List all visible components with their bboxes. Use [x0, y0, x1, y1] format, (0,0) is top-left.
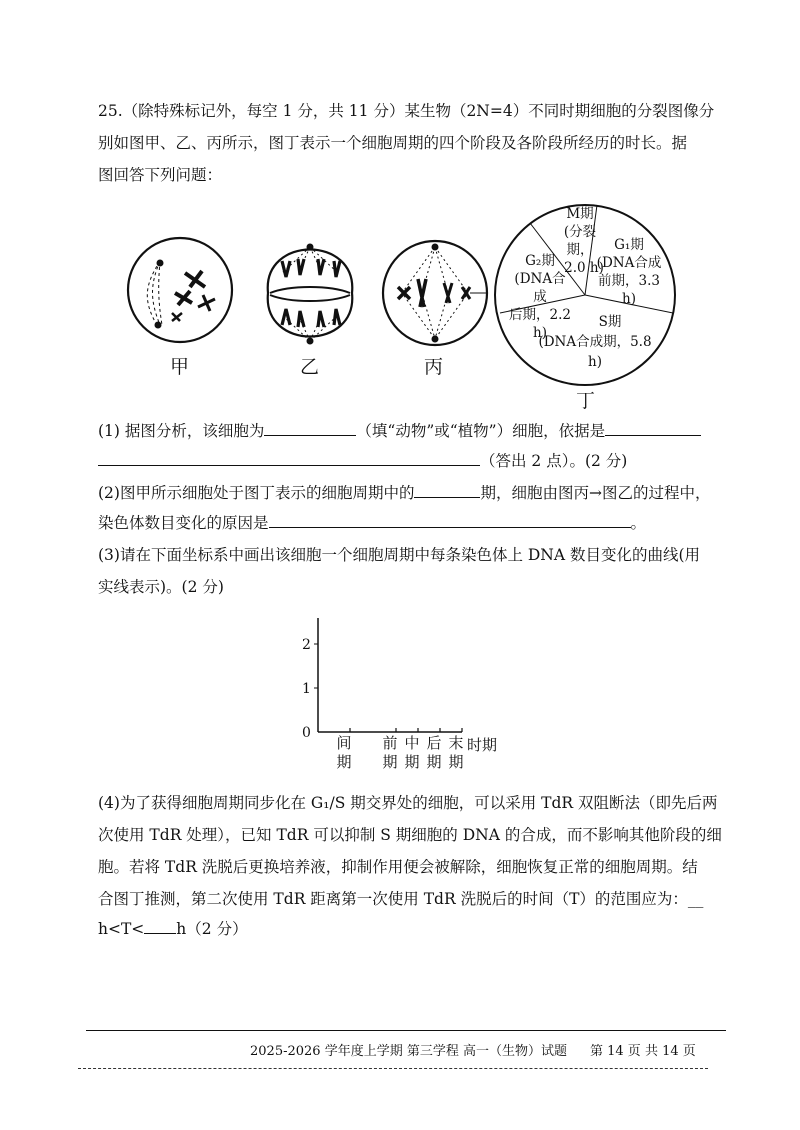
- chart-y-tick-label: 2: [302, 637, 311, 653]
- pie-label-m-detail: (分裂期，: [563, 224, 597, 258]
- q4-prompt-b: h（2 分）: [176, 920, 248, 938]
- q2-answer-blank-2[interactable]: [269, 509, 631, 528]
- figure-label-yi: 乙: [300, 356, 320, 378]
- q4-line-5: [98, 914, 248, 944]
- figure-label-bing: 丙: [424, 356, 444, 378]
- q1-prompt-a: (1) 据图分析，该细胞为: [98, 422, 265, 440]
- footer-title: 2025-2026 学年度上学期 第三学程 高一（生物）试题: [250, 1044, 567, 1059]
- chart-x-category-label: [380, 734, 400, 772]
- figure-jia-cell: [128, 238, 232, 342]
- q3-line-1: (3)请在下面坐标系中画出该细胞一个细胞周期中每条染色体上 DNA 数目变化的曲线(用: [98, 546, 701, 564]
- q1-answer-blank-2a[interactable]: [605, 417, 701, 436]
- figure-label-jia: 甲: [170, 356, 190, 378]
- pie-label-s-detail: (DNA合成期，5.8 h): [538, 334, 652, 370]
- q2-prompt-b: 期，细胞由图丙→图乙的过程中，: [480, 484, 711, 502]
- pie-segment-s: [530, 312, 660, 372]
- footer-page-number: 第 14 页 共 14 页: [590, 1044, 696, 1059]
- q2-prompt-a: (2)图甲所示细胞处于图丁表示的细胞周期中的: [98, 484, 415, 502]
- chart-x-category-top: 后: [426, 734, 442, 752]
- q4-line-4: 合图丁推测，第二次使用 TdR 距离第一次使用 TdR 洗脱后的时间（T）的范围应为：__: [98, 890, 704, 908]
- q2-line-1: [98, 478, 710, 508]
- q1-answer-blank-2b[interactable]: [98, 447, 480, 466]
- chart-x-category-label: [424, 734, 444, 772]
- chart-x-category-bottom: 期: [404, 753, 420, 771]
- pie-label-m-name: M期: [566, 206, 594, 222]
- figure-bing-cell: [383, 241, 487, 345]
- chart-x-category-label: [446, 734, 466, 772]
- pie-label-s-name: S期: [598, 314, 622, 330]
- question-intro-line-2: 别如图甲、乙、丙所示，图丁表示一个细胞周期的四个阶段及各阶段所经历的时长。据: [98, 134, 688, 152]
- q1-prompt-c: （答出 2 点）。(2 分): [480, 452, 628, 470]
- q2-answer-blank-1[interactable]: [414, 479, 480, 498]
- q1-answer-blank-1[interactable]: [264, 417, 356, 436]
- chart-x-category-bottom: 期: [448, 753, 464, 771]
- q4-line-3: 胞。若将 TdR 洗脱后更换培养液，抑制作用便会被解除，细胞恢复正常的细胞周期。结: [98, 858, 698, 876]
- chart-x-labels: [290, 612, 550, 772]
- pie-label-g1-detail: (DNA合成: [596, 255, 662, 271]
- chart-x-category-bottom: 期: [336, 753, 352, 771]
- footer-rule-top: [86, 1030, 726, 1031]
- question-intro-line-3: 图回答下列问题：: [98, 166, 223, 184]
- pie-label-g2-detail2: 后期，2.2 h): [509, 307, 571, 341]
- chart-x-category-bottom: 期: [426, 753, 442, 771]
- q1-line-2: [98, 446, 627, 476]
- chart-x-category-label: [402, 734, 422, 772]
- figure-yi-cell: [268, 244, 353, 344]
- q3-line-2: 实线表示)。(2 分): [98, 578, 224, 596]
- q4-line-1: (4)为了获得细胞周期同步化在 G₁/S 期交界处的细胞，可以采用 TdR 双阻断法（即先后两: [98, 794, 718, 812]
- chart-x-category-top: 前: [382, 734, 398, 752]
- q2-prompt-d: 。: [630, 514, 647, 532]
- chart-y-tick-label: 0: [302, 725, 311, 741]
- q4-answer-blank[interactable]: [144, 915, 176, 934]
- chart-x-category-top: 中: [404, 734, 420, 752]
- q4-prompt-a: h<T<: [98, 920, 145, 938]
- chart-x-axis-title: 时期: [467, 736, 498, 754]
- pie-segment-g1: [594, 236, 664, 308]
- cell-figures: [0, 195, 800, 415]
- q1-prompt-b: （填“动物”或“植物”）细胞，依据是: [356, 422, 606, 440]
- pie-label-g1-name: G₁期: [614, 237, 644, 253]
- pie-label-g1-detail2: 前期，3.3 h): [598, 273, 660, 307]
- chart-x-category-top: 间: [336, 734, 352, 752]
- pie-label-m-hours: 2.0 h): [564, 260, 604, 276]
- chart-x-category-label: [334, 734, 354, 772]
- pie-label-g2-name: G₂期: [525, 253, 555, 269]
- question-intro-line-1: 25.（除特殊标记外，每空 1 分，共 11 分）某生物（2N=4）不同时期细胞的分裂图像分: [98, 102, 715, 120]
- figure-label-ding: 丁: [576, 390, 596, 412]
- chart-x-category-bottom: 期: [382, 753, 398, 771]
- q2-line-2: [98, 508, 646, 538]
- chart-x-category-top: 末: [448, 734, 464, 752]
- q4-line-2: 次使用 TdR 处理），已知 TdR 可以抑制 S 期细胞的 DNA 的合成，而不影响其他阶段的细: [98, 826, 722, 844]
- q2-prompt-c: 染色体数目变化的原因是: [98, 514, 269, 532]
- pie-label-g2-detail: (DNA合成: [514, 271, 566, 305]
- footer-rule-bottom: [78, 1068, 708, 1069]
- chart-y-tick-label: 1: [302, 681, 311, 697]
- q1-line-1: [98, 416, 701, 446]
